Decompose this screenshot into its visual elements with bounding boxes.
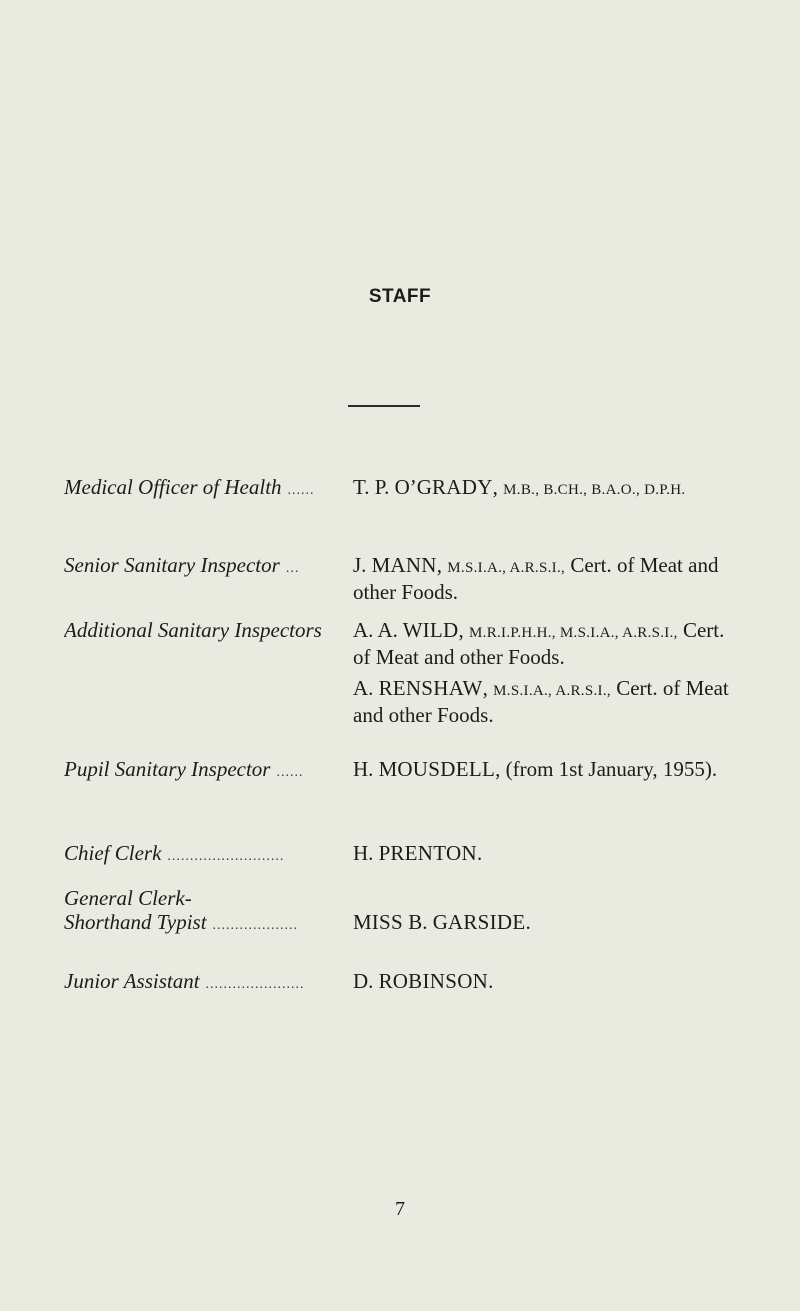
name-text: , (from 1st January, 1955). <box>495 757 718 781</box>
page-title: STAFF <box>368 286 432 307</box>
role-label-line <box>64 969 348 997</box>
role-label <box>64 618 348 642</box>
name-text: . <box>476 841 483 865</box>
name-text: . <box>525 910 531 934</box>
role-label-line <box>64 553 348 581</box>
name-text: RENTON <box>390 841 477 865</box>
holder-paragraph <box>353 618 743 669</box>
holder-paragraph <box>353 676 743 727</box>
holder-paragraph <box>353 475 743 502</box>
name-text: D. R <box>353 969 393 993</box>
role-label-text: Additional Sanitary Inspectors <box>64 618 322 642</box>
dot-leader: ...... <box>287 483 315 498</box>
qualifications: M.B., B.CH., B.A.O., D.P.H. <box>503 482 686 498</box>
name-text: A. R <box>353 676 393 700</box>
role-label-text: Medical Officer of Health <box>64 475 282 499</box>
name-text: , <box>436 553 448 577</box>
role-label <box>64 886 348 938</box>
holder-paragraph <box>353 969 743 993</box>
name-text: ARSIDE <box>447 910 526 934</box>
holder-name <box>353 618 743 727</box>
name-text: . <box>488 969 494 993</box>
name-text: , <box>458 618 470 642</box>
holder-name <box>353 969 743 993</box>
holder-paragraph <box>353 910 743 934</box>
role-label-line <box>64 841 348 869</box>
name-text: OBINSON <box>392 969 489 993</box>
qualifications: M.R.I.P.H.H., M.S.I.A., A.R.S.I., <box>469 625 678 641</box>
name-text: Cert. of Meat and other Foods. <box>353 618 725 669</box>
name-text: Cert. of Meat and other Foods. <box>353 676 729 727</box>
holder-paragraph <box>353 757 743 781</box>
role-label <box>64 757 348 785</box>
name-text: J. M <box>353 553 391 577</box>
name-text: ANN <box>390 553 437 577</box>
role-label-text: Junior Assistant <box>64 969 200 993</box>
role-label <box>64 475 348 503</box>
dot-leader: ...................... <box>205 977 305 992</box>
role-label-text: Shorthand Typist <box>64 910 207 934</box>
name-text: A. A. W <box>353 618 423 642</box>
qualifications: M.S.I.A., A.R.S.I., <box>447 560 566 576</box>
holder-name <box>353 910 743 934</box>
holder-name <box>353 475 743 502</box>
role-label-line <box>64 618 348 642</box>
name-text: T. P. O’G <box>353 475 432 499</box>
role-label-line: General Clerk- <box>64 886 192 910</box>
name-text: , <box>492 475 504 499</box>
holder-name <box>353 757 743 781</box>
role-label <box>64 553 348 581</box>
role-label-line <box>64 910 348 938</box>
role-label-line <box>64 757 348 785</box>
name-text: ENSHAW <box>392 676 483 700</box>
role-label-text: Senior Sanitary Inspector <box>64 553 280 577</box>
name-text: RADY <box>431 475 493 499</box>
dot-leader: ................... <box>212 918 299 933</box>
name-text: H. P <box>353 841 391 865</box>
holder-name <box>353 841 743 865</box>
name-text: H. M <box>353 757 398 781</box>
dot-leader: ... <box>285 561 300 576</box>
role-label-text: Pupil Sanitary Inspector <box>64 757 271 781</box>
role-label-line <box>64 475 348 503</box>
role-label <box>64 841 348 869</box>
role-label-text: Chief Clerk <box>64 841 162 865</box>
name-text: ILD <box>422 618 459 642</box>
name-text: Cert. of Meat and other Foods. <box>353 553 719 604</box>
dot-leader: .......................... <box>167 849 285 864</box>
name-text: B. G <box>402 910 448 934</box>
role-label <box>64 969 348 997</box>
name-text: ISS <box>371 910 403 934</box>
name-text: , <box>482 676 494 700</box>
holder-name <box>353 553 743 604</box>
holder-paragraph <box>353 841 743 865</box>
name-text: M <box>353 910 372 934</box>
qualifications: M.S.I.A., A.R.S.I., <box>493 683 611 699</box>
dot-leader: ...... <box>276 765 304 780</box>
title-divider <box>348 405 420 407</box>
name-text: OUSDELL <box>397 757 496 781</box>
holder-paragraph <box>353 553 743 604</box>
page-number: 7 <box>395 1198 405 1220</box>
